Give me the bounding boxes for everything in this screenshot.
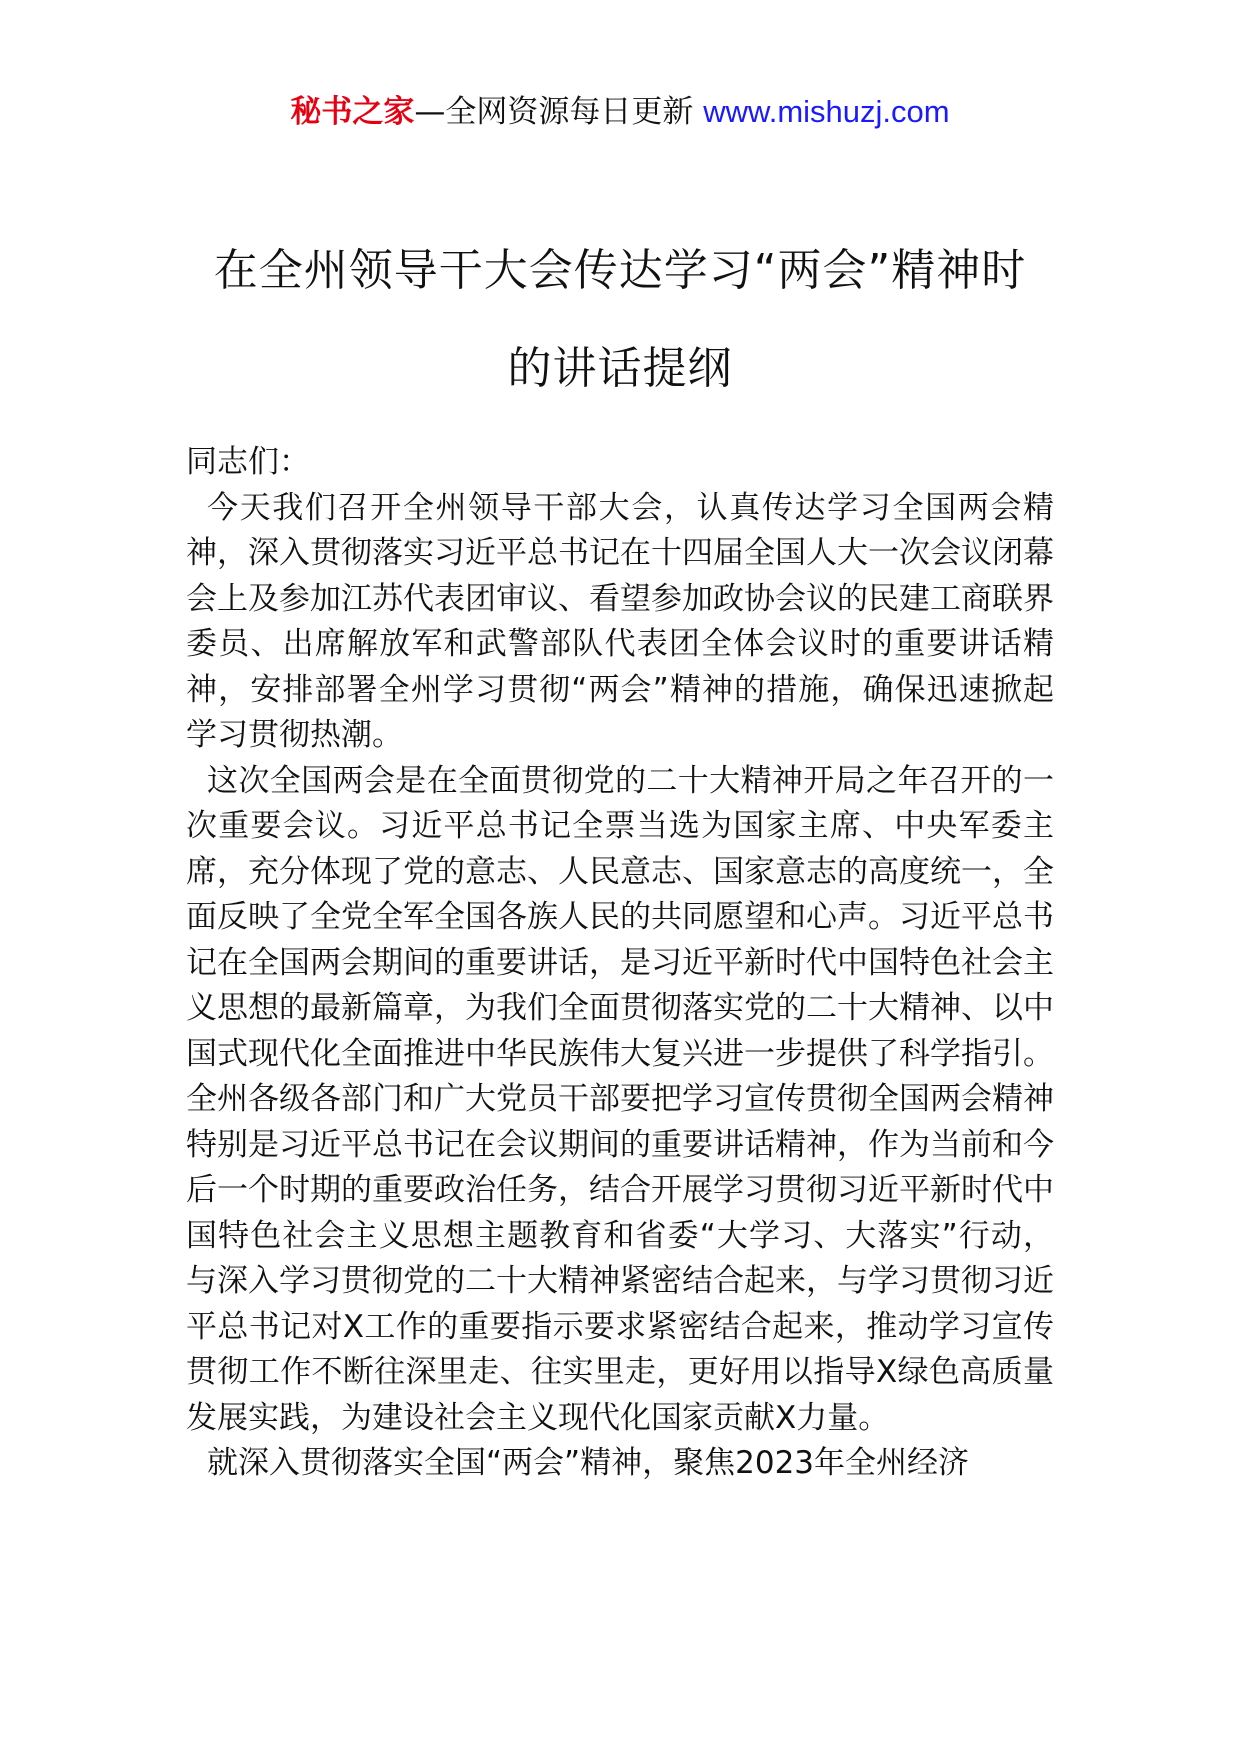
document-body (186, 440, 1054, 1487)
site-tagline: —全网资源每日更新 (414, 94, 704, 130)
document-title (140, 222, 1100, 418)
title-line-1: 在全州领导干大会传达学习“两会”精神时 (213, 245, 1027, 296)
paragraph-3: 就深入贯彻落实全国“两会”精神，聚焦2023年全州经济 (207, 1445, 970, 1481)
paragraph-2: 这次全国两会是在全面贯彻党的二十大精神开局之年召开的一次重要会议。习近平总书记全票当选为国家主席、中央军委主席，充分体现了党的意志、人民意志、国家意志的高度统一，全面反映了全党全军全国各族人民的共同愿望和心声。习近平总书记在全国两会期间的重要讲话，是习近平新时代中国特色社会主义思想的最新篇章，为我们全面贯彻落实党的二十大精神、以中国式现代化全面推进中华民族伟大复兴进一步提供了科学指引。全州各级各部门和广大党员干部要把学习宣传贯彻全国两会精神特别是习近平总书记在会议期间的重要讲话精神，作为当前和今后一个时期的重要政治任务，结合开展学习贯彻习近平新时代中国特色社会主义思想主题教育和省委“大学习、大落实”行动，与深入学习贯彻党的二十大精神紧密结合起来，与学习贯彻习近平总书记对X工作的重要指示要求紧密结合起来，推动学习宣传贯彻工作不断往深里走、往实里走，更好用以指导X绿色高质量发展实践，为建设社会主义现代化国家贡献X力量。 (186, 762, 1054, 1436)
title-line-2: 的讲话提纲 (507, 343, 733, 394)
site-brand: 秘书之家 (290, 94, 415, 130)
paragraph-1: 今天我们召开全州领导干部大会，认真传达学习全国两会精神，深入贯彻落实习近平总书记在十四届全国人大一次会议闭幕会上及参加江苏代表团审议、看望参加政协会议的民建工商联界委员、出席解放军和武警部队代表团全体会议时的重要讲话精神，安排部署全州学习贯彻“两会”精神的措施，确保迅速掀起学习贯彻热潮。 (186, 489, 1054, 753)
site-header (0, 92, 1240, 132)
site-url-link[interactable]: www.mishuzj.com (703, 94, 950, 129)
salutation: 同志们： (186, 444, 310, 480)
